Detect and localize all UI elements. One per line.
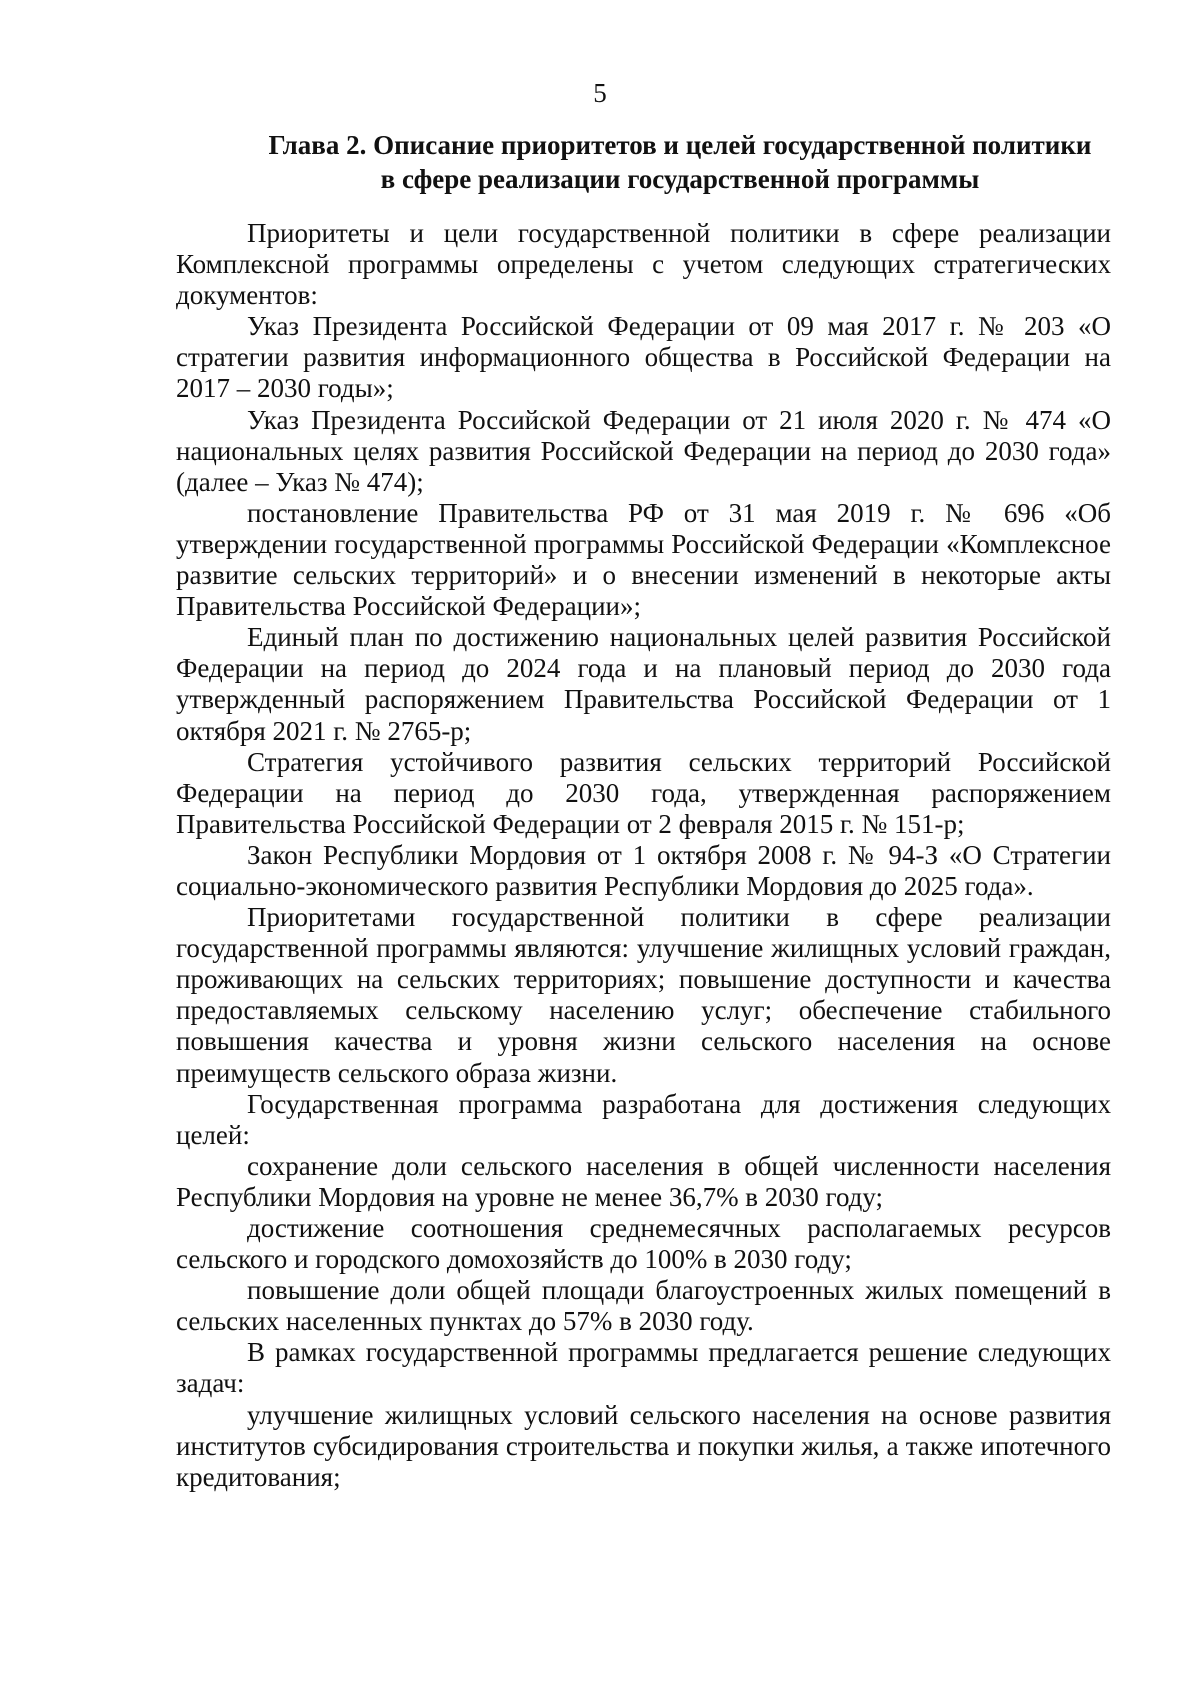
paragraph-goal-population: сохранение доли сельского населения в общей численности населения Республики Мордовия на уровне не менее 36,7% в 2030 году; — [176, 1150, 1111, 1212]
page-number: 5 — [593, 78, 607, 108]
chapter-title-line-1: Глава 2. Описание приоритетов и целей государственной политики — [268, 130, 1092, 160]
paragraph-unified-plan: Единый план по достижению национальных целей развития Российской Федерации на период до 2024 года и на плановый период до 2030 года утвержденный распоряжением Правительства Российской Федерации от 1 октября 2021 г. № 2765-р; — [176, 622, 1111, 746]
paragraph-decree-203: Указ Президента Российской Федерации от 09 мая 2017 г. № 203 «О стратегии развития информационного общества в Российской Федерации на 2017 – 2030 годы»; — [176, 311, 1111, 404]
chapter-title — [230, 128, 1130, 196]
paragraph-mordovia-law: Закон Республики Мордовия от 1 октября 2008 г. № 94-З «О Стратегии социально-экономического развития Республики Мордовия до 2025 года». — [176, 839, 1111, 901]
paragraph-rural-strategy: Стратегия устойчивого развития сельских территорий Российской Федерации на период до 2030 года, утвержденная распоряжением Правительства Российской Федерации от 2 февраля 2015 г. № 151-р; — [176, 746, 1111, 839]
body-text — [176, 218, 1111, 1493]
paragraph-goal-resources: достижение соотношения среднемесячных располагаемых ресурсов сельского и городского домохозяйств до 100% в 2030 году; — [176, 1213, 1111, 1275]
paragraph-intro: Приоритеты и цели государственной политики в сфере реализации Комплексной программы определены с учетом следующих стратегических документов: — [176, 218, 1111, 311]
paragraph-priorities: Приоритетами государственной политики в сфере реализации государственной программы являются: улучшение жилищных условий граждан, проживающих на сельских территориях; повышение доступности и качества предоставляемых сельскому населению услуг; обеспечение стабильного повышения качества и уровня жизни сельского населения на основе преимуществ сельского образа жизни. — [176, 902, 1111, 1088]
chapter-title-line-2: в сфере реализации государственной программы — [380, 164, 980, 194]
paragraph-decree-474: Указ Президента Российской Федерации от 21 июля 2020 г. № 474 «О национальных целях развития Российской Федерации на период до 2030 года» (далее – Указ № 474); — [176, 404, 1111, 497]
paragraph-resolution-696: постановление Правительства РФ от 31 мая 2019 г. № 696 «Об утверждении государственной программы Российской Федерации «Комплексное развитие сельских территорий» и о внесении изменений в некоторые акты Правительства Российской Федерации»; — [176, 497, 1111, 622]
paragraph-tasks-intro: В рамках государственной программы предлагается решение следующих задач: — [176, 1337, 1111, 1399]
paragraph-goals-intro: Государственная программа разработана для достижения следующих целей: — [176, 1088, 1111, 1150]
paragraph-goal-housing: повышение доли общей площади благоустроенных жилых помещений в сельских населенных пунктах до 57% в 2030 году. — [176, 1275, 1111, 1337]
paragraph-task-housing: улучшение жилищных условий сельского населения на основе развития институтов субсидирования строительства и покупки жилья, а также ипотечного кредитования; — [176, 1399, 1111, 1492]
